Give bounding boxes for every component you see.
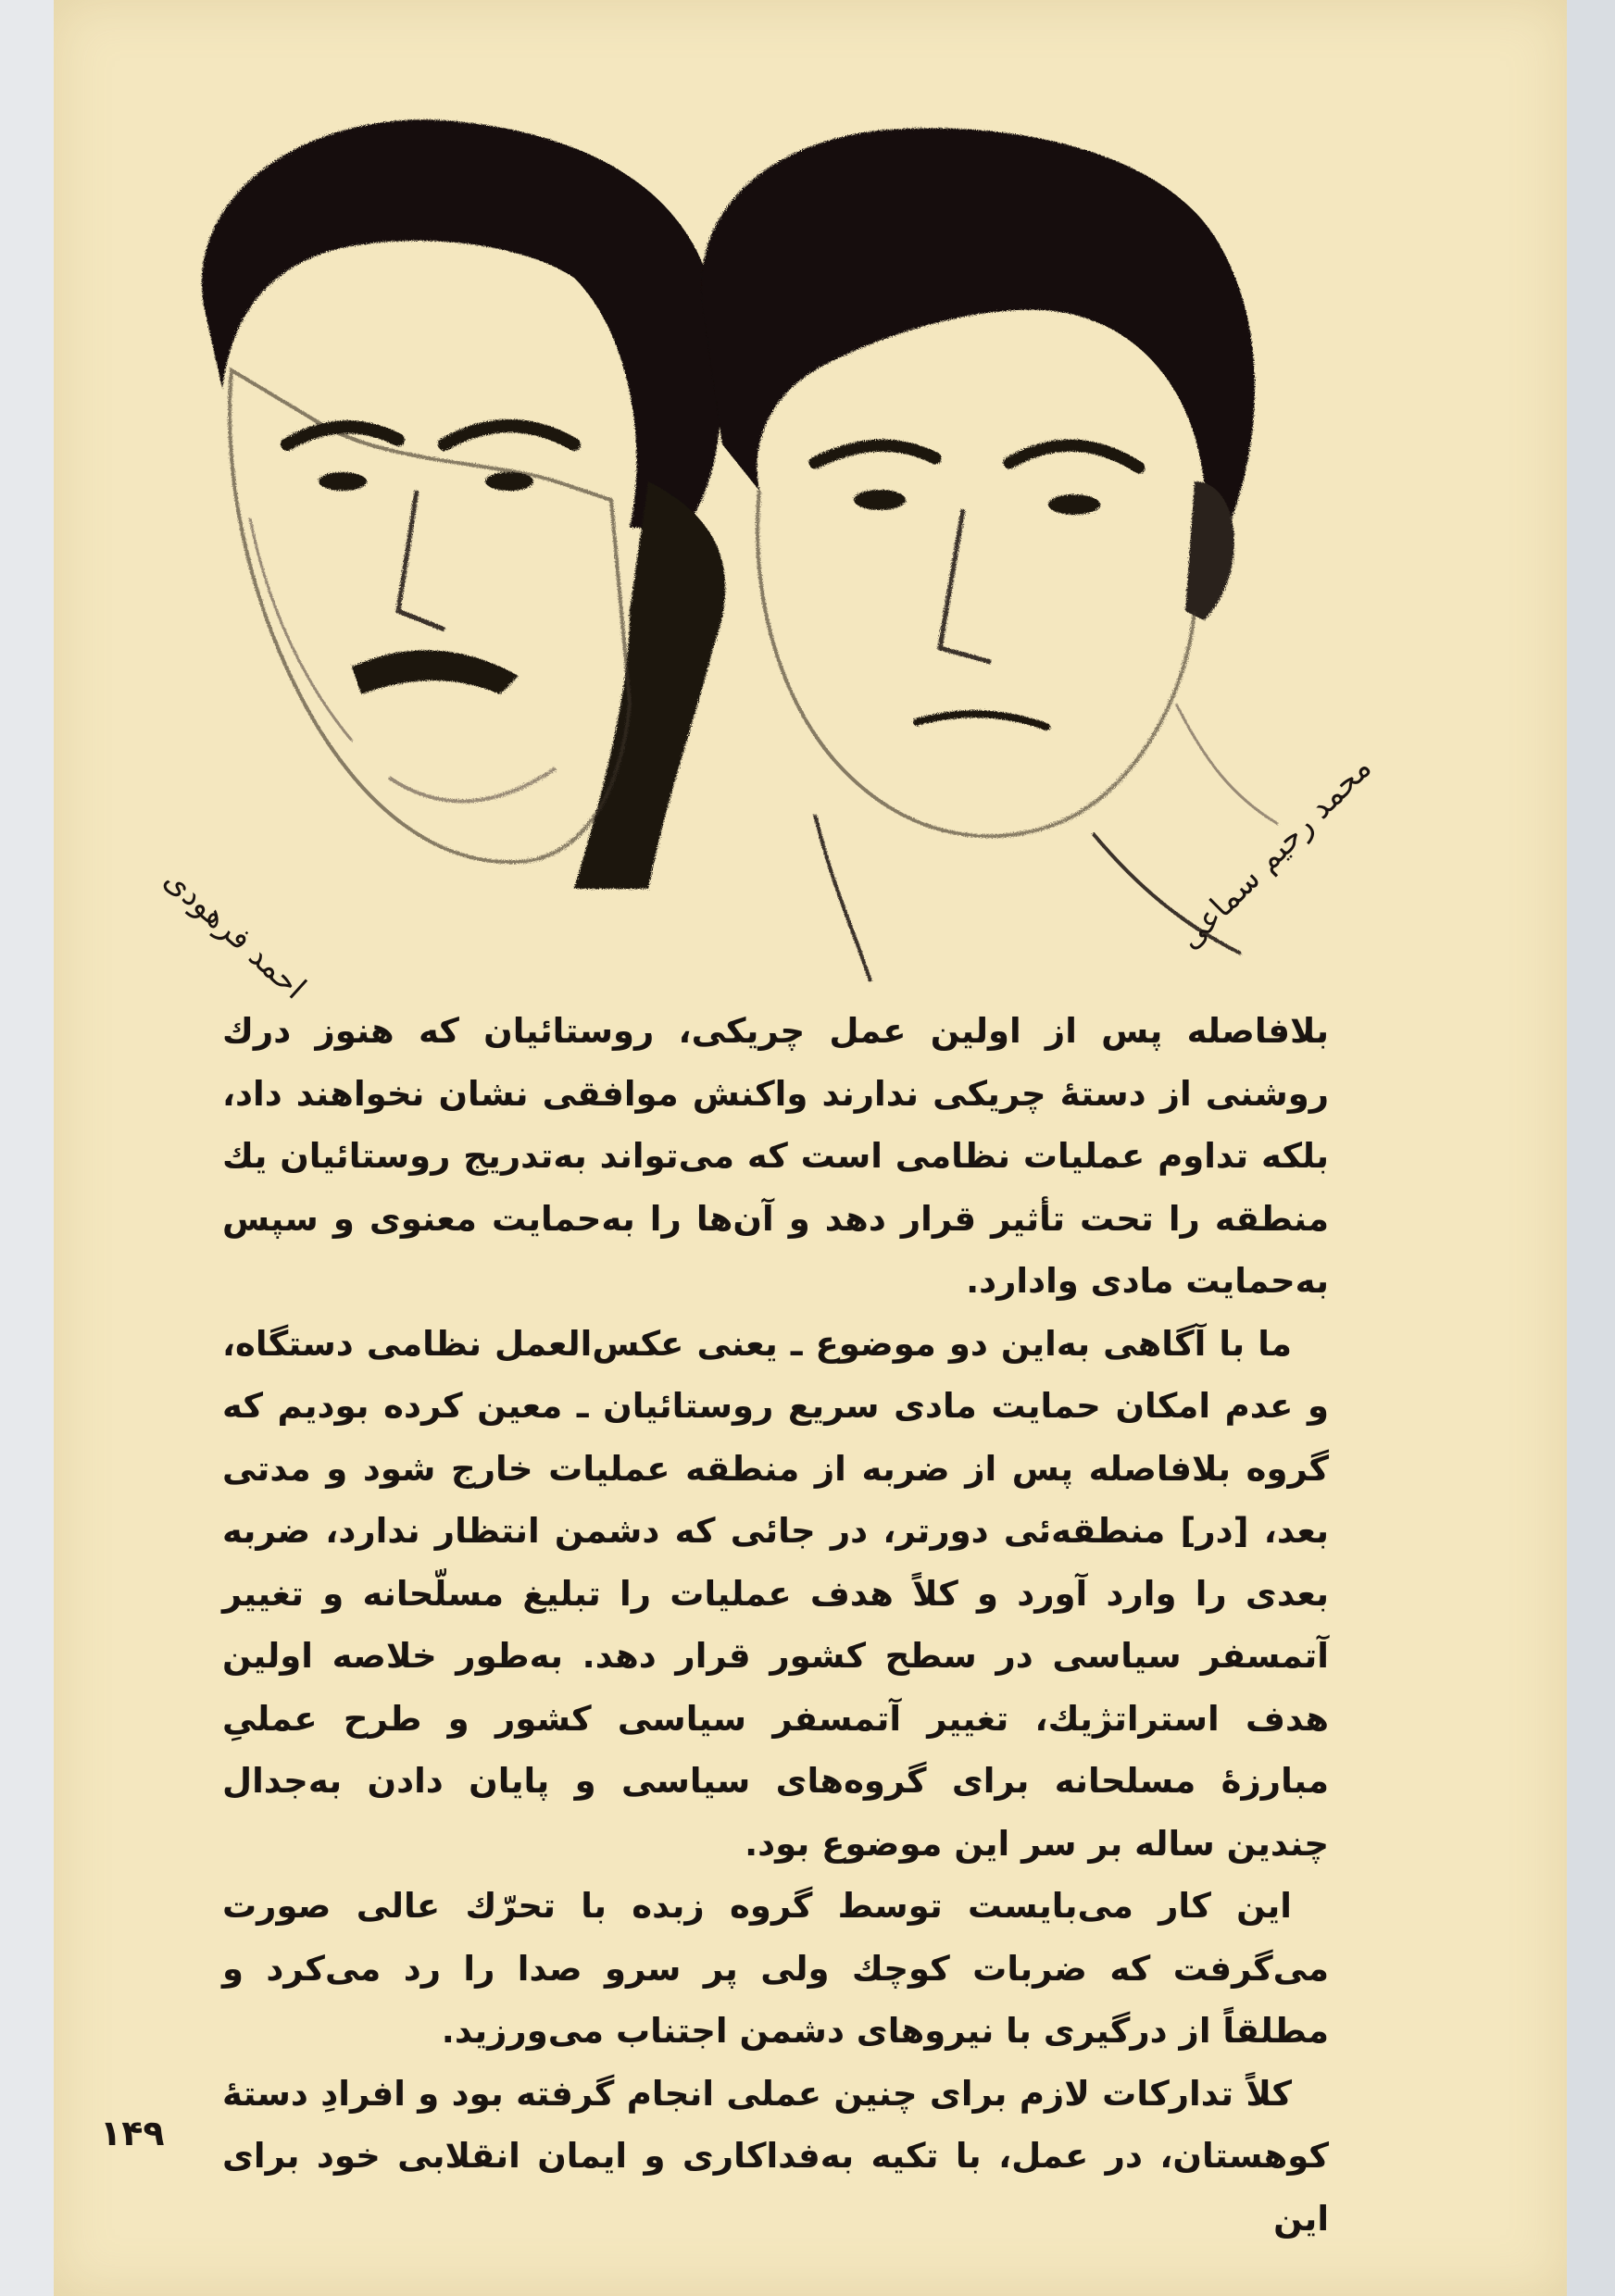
paragraph: بلافاصله پس از اولین عمل چریکی، روستائیان که هنوز درك روشنی از دستهٔ چریکی ندارند واکنش موافقی نشان نخواهند داد، بلکه تداوم عملیات نظامی است که می‌تواند به‌تدریج روستائیان یك منطقه را تحت تأثیر قرار دهد و آن‌ها را به‌حمایت معنوی و سپس به‌حمایت مادی وادارد. bbox=[222, 1011, 1329, 1301]
page-number: ۱۴۹ bbox=[100, 2113, 165, 2153]
paragraph: کلاً تدارکات لازم برای چنین عملی انجام گرفته بود و افرادِ دستهٔ کوهستان، در عمل، با تکیه به‌فداکاری و ایمان انقلابی خود برای این bbox=[222, 2073, 1329, 2239]
scan-border bbox=[1567, 0, 1615, 2296]
portrait-left bbox=[202, 119, 725, 889]
article-body bbox=[222, 1000, 1329, 2250]
signature-left: احمد فرهودی bbox=[156, 861, 313, 1007]
portrait-right bbox=[701, 129, 1278, 981]
signature-right: محمد رحیم سماعی bbox=[1171, 749, 1379, 957]
paragraph: این کار می‌بایست توسط گروه زبده با تحرّك عالی صورت می‌گرفت که ضربات کوچك ولی پر سرو صدا را رد می‌کرد و مطلقاً از درگیری با نیروهای دشمن اجتناب می‌ورزید. bbox=[222, 1886, 1329, 2051]
paragraph: ما با آگاهی به‌این دو موضوع ـ یعنی عکس‌العمل نظامی دستگاه، و عدم امکان حمایت مادی سریع روستائیان ـ معین کرده بودیم که گروه بلافاصله پس از ضربه از منطقه عملیات خارج شود و مدتی بعد، [در] منطقه‌ئی دورتر، در جائی که دشمن انتظار ندارد، ضربه بعدی را وارد آورد و کلاً هدف عملیات را تبلیغ مسلّحانه و تغییر آتمسفر سیاسی در سطح کشور قرار دهد. به‌طور خلاصه اولین هدف استراتژیك، تغییر آتمسفر سیاسی کشور و طرح عملیِ مبارزهٔ مسلحانه برای گروه‌های سیاسی و پایان دادن به‌جدال چندین ساله بر سر این موضوع بود. bbox=[222, 1323, 1329, 1864]
